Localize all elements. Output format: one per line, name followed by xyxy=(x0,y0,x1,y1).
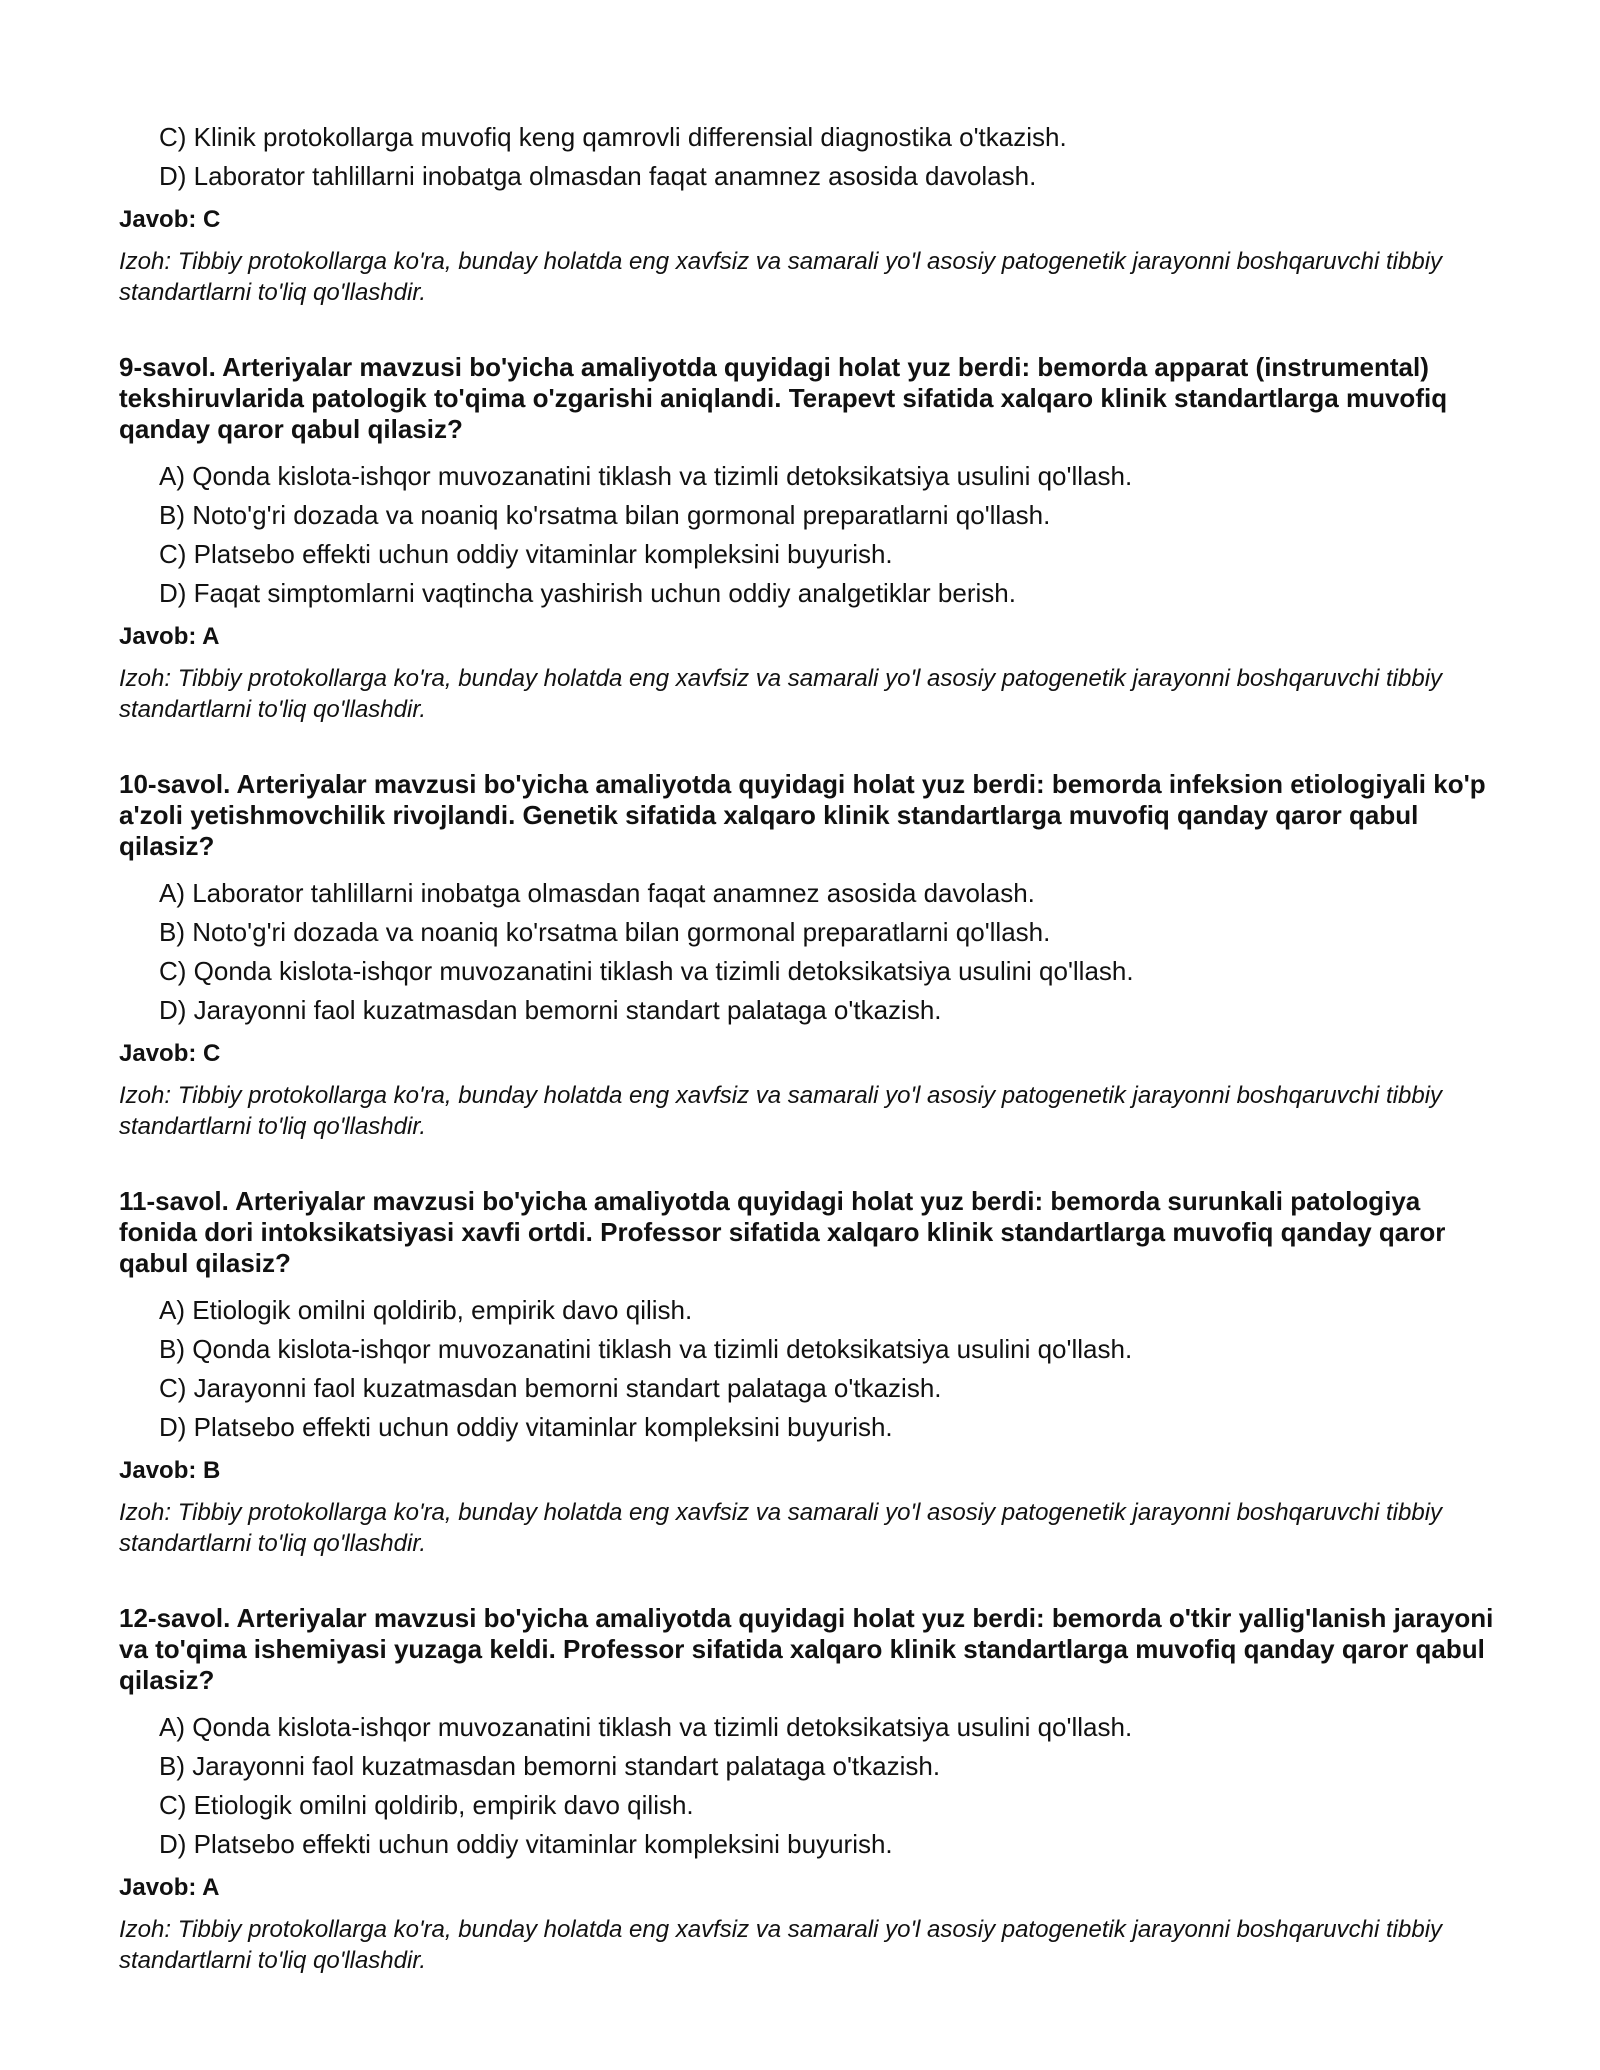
options-list xyxy=(119,118,1499,196)
option-d: D) Platsebo effekti uchun oddiy vitaminlar kompleksini buyurish. xyxy=(159,1412,893,1442)
answer-label: Javob: A xyxy=(119,1874,220,1901)
option-d: D) Jarayonni faol kuzatmasdan bemorni standart palataga o'tkazish. xyxy=(159,995,942,1025)
question-8-tail xyxy=(119,118,1499,308)
option-a: A) Laborator tahlillarni inobatga olmasdan faqat anamnez asosida davolash. xyxy=(159,878,1035,908)
option-c: C) Platsebo effekti uchun oddiy vitaminlar kompleksini buyurish. xyxy=(159,539,893,569)
question-10 xyxy=(119,769,1499,1142)
explanation-note: Izoh: Tibbiy protokollarga ko'ra, bunday holatda eng xavfsiz va samarali yo'l asosiy patogenetik jarayonni boshqaruvchi tibbiy standartlarni to'liq qo'llashdir. xyxy=(119,248,1443,306)
options-list xyxy=(119,874,1499,1030)
option-b: B) Jarayonni faol kuzatmasdan bemorni standart palataga o'tkazish. xyxy=(159,1751,941,1781)
options-list xyxy=(119,457,1499,613)
document-page xyxy=(119,118,1499,1976)
explanation-note: Izoh: Tibbiy protokollarga ko'ra, bunday holatda eng xavfsiz va samarali yo'l asosiy patogenetik jarayonni boshqaruvchi tibbiy standartlarni to'liq qo'llashdir. xyxy=(119,1082,1443,1140)
option-c: C) Qonda kislota-ishqor muvozanatini tiklash va tizimli detoksikatsiya usulini qo'llash. xyxy=(159,956,1134,986)
question-text: 9-savol. Arteriyalar mavzusi bo'yicha amaliyotda quyidagi holat yuz berdi: bemorda apparat (instrumental) tekshiruvlarida patologik to'qima o'zgarishi aniqlandi. Terapevt sifatida xalqaro klinik standartlarga muvofiq qanday qaror qabul qilasiz? xyxy=(119,352,1448,444)
option-a: A) Qonda kislota-ishqor muvozanatini tiklash va tizimli detoksikatsiya usulini qo'llash. xyxy=(159,1712,1133,1742)
explanation-note: Izoh: Tibbiy protokollarga ko'ra, bunday holatda eng xavfsiz va samarali yo'l asosiy patogenetik jarayonni boshqaruvchi tibbiy standartlarni to'liq qo'llashdir. xyxy=(119,1916,1443,1974)
answer-label: Javob: C xyxy=(119,1040,221,1067)
option-a: A) Etiologik omilni qoldirib, empirik davo qilish. xyxy=(159,1295,693,1325)
question-text: 12-savol. Arteriyalar mavzusi bo'yicha amaliyotda quyidagi holat yuz berdi: bemorda o'tkir yallig'lanish jarayoni va to'qima ishemiyasi yuzaga keldi. Professor sifatida xalqaro klinik standartlarga muvofiq qanday qaror qabul qilasiz? xyxy=(119,1603,1494,1695)
question-text: 11-savol. Arteriyalar mavzusi bo'yicha amaliyotda quyidagi holat yuz berdi: bemorda surunkali patologiya fonida dori intoksikatsiyasi xavfi ortdi. Professor sifatida xalqaro klinik standartlarga muvofiq qanday qaror qabul qilasiz? xyxy=(119,1186,1446,1278)
option-c: C) Jarayonni faol kuzatmasdan bemorni standart palataga o'tkazish. xyxy=(159,1373,942,1403)
question-11 xyxy=(119,1186,1499,1559)
option-b: B) Noto'g'ri dozada va noaniq ko'rsatma bilan gormonal preparatlarni qo'llash. xyxy=(159,500,1051,530)
option-b: B) Qonda kislota-ishqor muvozanatini tiklash va tizimli detoksikatsiya usulini qo'llash. xyxy=(159,1334,1133,1364)
option-b: B) Noto'g'ri dozada va noaniq ko'rsatma bilan gormonal preparatlarni qo'llash. xyxy=(159,917,1051,947)
answer-label: Javob: C xyxy=(119,206,221,233)
question-text: 10-savol. Arteriyalar mavzusi bo'yicha amaliyotda quyidagi holat yuz berdi: bemorda infeksion etiologiyali ko'p a'zoli yetishmovchilik rivojlandi. Genetik sifatida xalqaro klinik standartlarga muvofiq qanday qaror qabul qilasiz? xyxy=(119,769,1486,861)
question-9 xyxy=(119,352,1499,725)
option-c: C) Klinik protokollarga muvofiq keng qamrovli differensial diagnostika o'tkazish. xyxy=(159,122,1067,152)
options-list xyxy=(119,1708,1499,1864)
option-c: C) Etiologik omilni qoldirib, empirik davo qilish. xyxy=(159,1790,694,1820)
option-d: D) Faqat simptomlarni vaqtincha yashirish uchun oddiy analgetiklar berish. xyxy=(159,578,1016,608)
explanation-note: Izoh: Tibbiy protokollarga ko'ra, bunday holatda eng xavfsiz va samarali yo'l asosiy patogenetik jarayonni boshqaruvchi tibbiy standartlarni to'liq qo'llashdir. xyxy=(119,665,1443,723)
explanation-note: Izoh: Tibbiy protokollarga ko'ra, bunday holatda eng xavfsiz va samarali yo'l asosiy patogenetik jarayonni boshqaruvchi tibbiy standartlarni to'liq qo'llashdir. xyxy=(119,1499,1443,1557)
options-list xyxy=(119,1291,1499,1447)
option-a: A) Qonda kislota-ishqor muvozanatini tiklash va tizimli detoksikatsiya usulini qo'llash. xyxy=(159,461,1133,491)
question-12 xyxy=(119,1603,1499,1976)
option-d: D) Platsebo effekti uchun oddiy vitaminlar kompleksini buyurish. xyxy=(159,1829,893,1859)
option-d: D) Laborator tahlillarni inobatga olmasdan faqat anamnez asosida davolash. xyxy=(159,161,1037,191)
answer-label: Javob: B xyxy=(119,1457,221,1484)
answer-label: Javob: A xyxy=(119,623,220,650)
